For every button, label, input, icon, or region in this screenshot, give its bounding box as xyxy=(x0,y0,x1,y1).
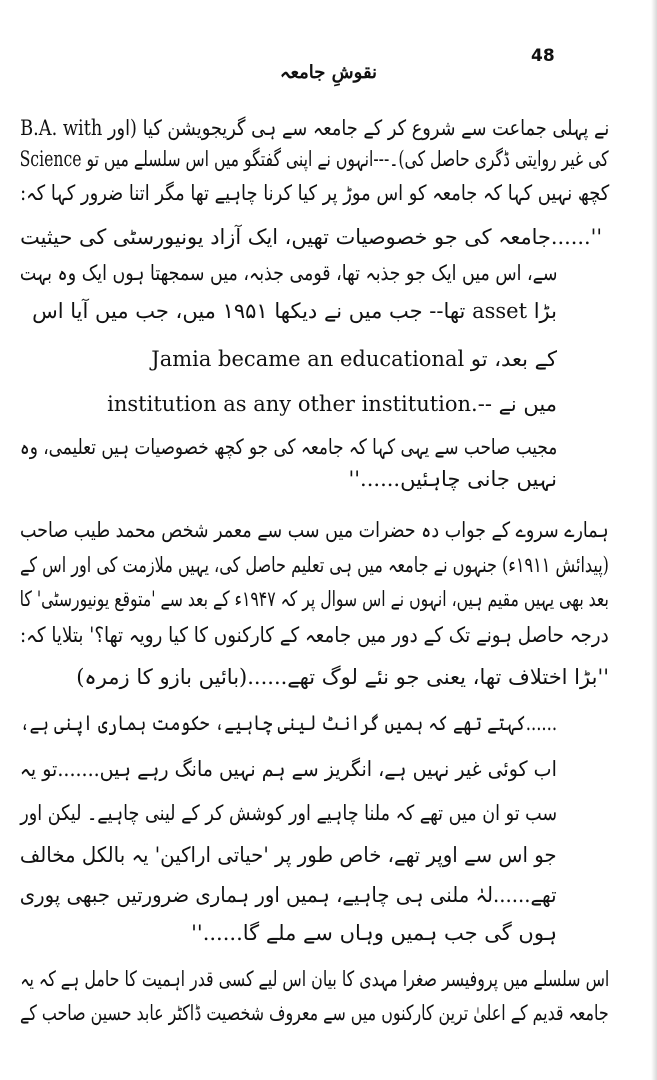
paragraph-line: درجہ حاصل ہونے تک کے دور میں جامعہ کے کارکنوں کا کیا رویہ تھا؟' بتلایا کہ: xyxy=(20,623,609,647)
quote-line: ......کہتے تھے کہ ہمیں گرانٹ لینی چاہیے، حکومت ہماری اپنی ہے، xyxy=(19,711,557,735)
page-number: 48 xyxy=(531,46,555,66)
quote-line: institution as any other institution.-- میں نے xyxy=(107,392,557,416)
paragraph-line: اس سلسلے میں پروفیسر صغرا مہدی کا بیان اس لیے کسی قدر اہمیت کا حامل ہے کہ یہ xyxy=(19,967,609,991)
quote-line: بڑا asset تھا-- جب میں نے دیکھا ۱۹۵۱ میں، جب میں آیا اس xyxy=(32,299,557,323)
quote-line: نہیں جانی چاہئیں......'' xyxy=(348,467,557,491)
paragraph-line: ہمارے سروے کے جواب دہ حضرات میں سب سے معمر شخص محمد طیب صاحب xyxy=(20,518,609,542)
quote-line: سے، اس میں ایک جو جذبہ تھا، قومی جذبہ، میں سمجھتا ہوں ایک وہ بہت xyxy=(19,261,557,285)
quote-line: سب تو ان میں تھے کہ ملنا چاہیے اور کوشش کر کے لینی چاہیے۔ لیکن اور xyxy=(20,801,557,825)
paragraph-line: کچھ نہیں کہا کہ جامعہ کو اس موڑ پر کیا کرنا چاہیے تھا مگر اتنا ضرور کہا کہ: xyxy=(19,181,609,205)
paragraph-line: (پیدائش ۱۹۱۱ء) جنہوں نے جامعہ میں ہی تعلیم حاصل کی، یہیں ملازمت کی اور اس کے xyxy=(19,553,609,577)
quote-line: کے بعد، تو Jamia became an educational xyxy=(151,347,557,371)
paragraph-line: نے پہلی جماعت سے شروع کر کے جامعہ سے ہی گریجویشن کیا (اور B.A. with xyxy=(19,116,609,140)
paragraph-line: جامعہ قدیم کے اعلیٰ ترین کارکنوں میں سے معروف شخصیت ڈاکٹر عابد حسین صاحب کے xyxy=(20,1001,609,1025)
running-head: نقوشِ جامعہ xyxy=(279,62,378,83)
quote-line: ہوں گی جب ہمیں وہاں سے ملے گا......'' xyxy=(191,921,557,945)
quote-line: جو اس سے اوپر تھے، خاص طور پر 'حیاتی اراکین' یہ بالکل مخالف xyxy=(20,843,557,867)
quote-line: مجیب صاحب سے یہی کہا کہ جامعہ کی جو کچھ خصوصیات ہیں تعلیمی، وہ xyxy=(19,435,557,459)
quote-line: ''بڑا اختلاف تھا، یعنی جو نئے لوگ تھے......(بائیں بازو کا زمرہ) xyxy=(76,665,609,689)
paragraph-line: بعد بھی یہیں مقیم ہیں، انہوں نے اس سوال پر کہ ۱۹۴۷ء کے بعد سے 'متوقع یونیورسٹی' کا xyxy=(19,587,609,611)
quote-line: تھے......لہٰ ملنی ہی چاہیے، ہمیں اور ہماری ضرورتیں جبھی پوری xyxy=(20,883,557,907)
quote-line: ''......جامعہ کی جو خصوصیات تھیں، ایک آزاد یونیورسٹی کی حیثیت xyxy=(19,225,602,249)
paragraph-line: Science کی غیر روایتی ڈگری حاصل کی)۔---انہوں نے اپنی گفتگو میں اس سلسلے میں تو xyxy=(19,147,610,171)
quote-line: اب کوئی غیر نہیں ہے، انگریز سے ہم نہیں مانگ رہے ہیں.......تو یہ xyxy=(19,757,557,781)
